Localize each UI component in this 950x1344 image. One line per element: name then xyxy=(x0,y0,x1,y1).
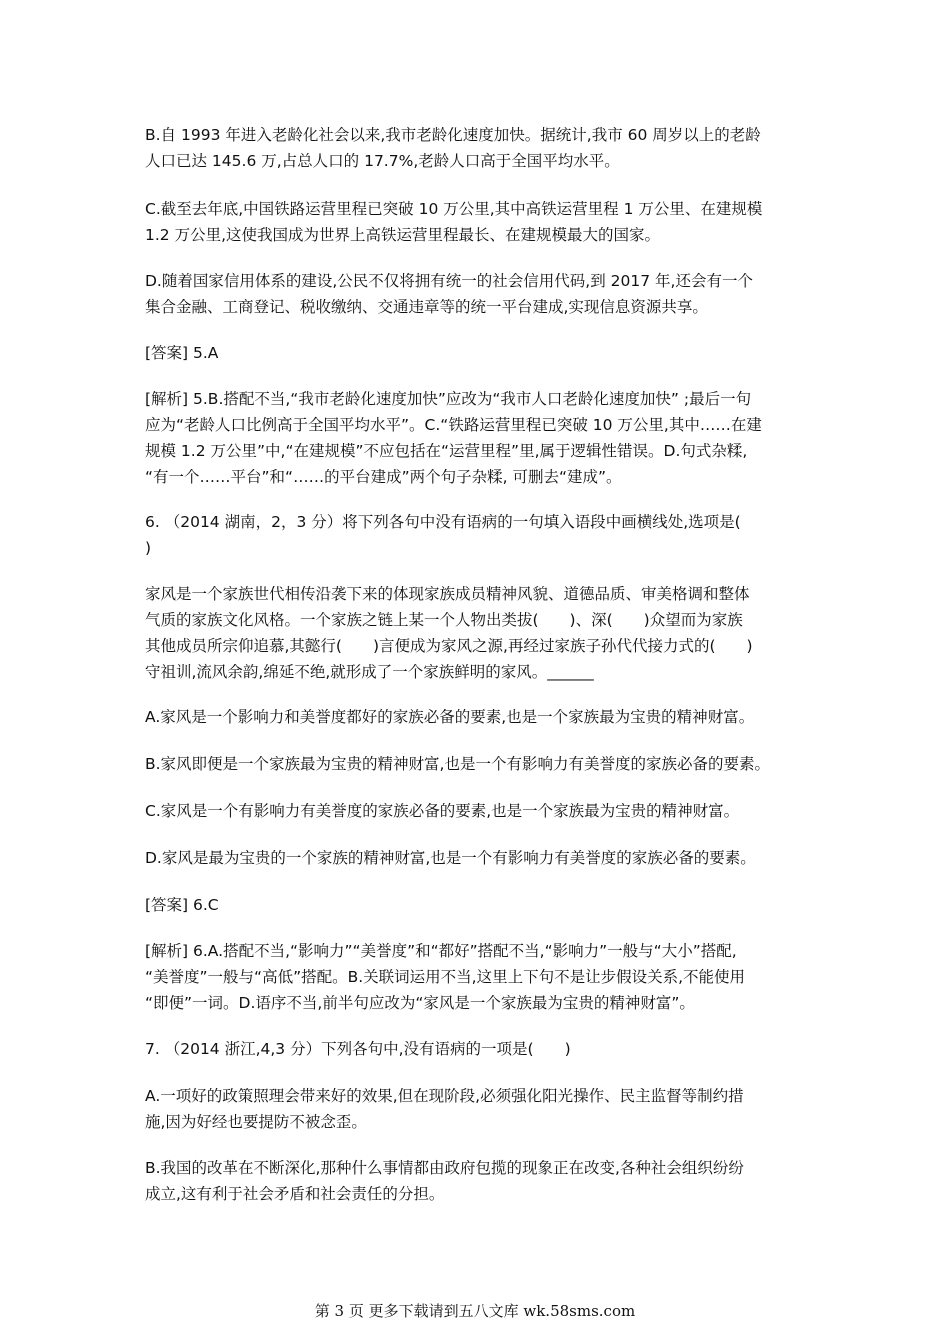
text-line: 6. （2014 湖南，2，3 分）将下列各句中没有语病的一句填入语段中画横线处,选项是( xyxy=(145,513,741,531)
text-line: D.随着国家信用体系的建设,公民不仅将拥有统一的社会信用代码,到 2017 年,还会有一个 xyxy=(145,272,753,290)
text-line: “美誉度”一般与“高低”搭配。B.关联词运用不当,这里上下句不是让步假设关系,不能使用 xyxy=(145,968,746,986)
q5-option-c xyxy=(145,196,825,248)
text-line: 人口已达 145.6 万,占总人口的 17.7%,老龄人口高于全国平均水平。 xyxy=(145,152,620,170)
page-footer: 第 3 页 更多下载请到五八文库 wk.58sms.com xyxy=(314,1302,636,1320)
text-line: [答案] 5.A xyxy=(145,344,219,362)
q6-analysis xyxy=(145,938,825,1016)
q5-option-b xyxy=(145,122,825,174)
text-line: A.一项好的政策照理会带来好的效果,但在现阶段,必须强化阳光操作、民主监督等制约措 xyxy=(145,1087,744,1105)
text-line: 7. （2014 浙江,4,3 分）下列各句中,没有语病的一项是( ) xyxy=(145,1040,571,1058)
text-line: A.家风是一个影响力和美誉度都好的家族必备的要素,也是一个家族最为宝贵的精神财富。 xyxy=(145,708,755,726)
text-line: 守祖训,流风余韵,绵延不绝,就形成了一个家族鲜明的家风。______ xyxy=(145,663,594,681)
q6-option-b xyxy=(145,751,825,777)
q6-stem xyxy=(145,509,825,561)
q6-option-c xyxy=(145,798,825,824)
text-line: 规模 1.2 万公里”中,“在建规模”不应包括在“运营里程”里,属于逻辑性错误。D.句式杂糅, xyxy=(145,442,748,460)
q5-answer xyxy=(145,340,825,366)
text-line: [解析] 6.A.搭配不当,“影响力”“美誉度”和“都好”搭配不当,“影响力”一般与“大小”搭配, xyxy=(145,942,737,960)
text-line: ) xyxy=(145,539,152,557)
text-line: 家风是一个家族世代相传沿袭下来的体现家族成员精神风貌、道德品质、审美格调和整体 xyxy=(145,585,750,603)
text-line: C.家风是一个有影响力有美誉度的家族必备的要素,也是一个家族最为宝贵的精神财富。 xyxy=(145,802,740,820)
q7-option-b xyxy=(145,1155,825,1207)
q7-option-a xyxy=(145,1083,825,1135)
text-line: [解析] 5.B.搭配不当,“我市老龄化速度加快”应改为“我市人口老龄化速度加快” ;最后一句 xyxy=(145,390,752,408)
text-line: B.家风即便是一个家族最为宝贵的精神财富,也是一个有影响力有美誉度的家族必备的要素。 xyxy=(145,755,770,773)
text-line: [答案] 6.C xyxy=(145,896,219,914)
q6-option-a xyxy=(145,704,825,730)
text-line: 施,因为好经也要提防不被念歪。 xyxy=(145,1113,367,1131)
q6-passage xyxy=(145,581,825,685)
q5-analysis xyxy=(145,386,825,490)
q5-option-d xyxy=(145,268,825,320)
text-line: B.我国的改革在不断深化,那种什么事情都由政府包揽的现象正在改变,各种社会组织纷纷 xyxy=(145,1159,744,1177)
q6-option-d xyxy=(145,845,825,871)
text-line: “有一个……平台”和“……的平台建成”两个句子杂糅, 可删去“建成”。 xyxy=(145,468,622,486)
q7-stem xyxy=(145,1036,825,1062)
text-line: 成立,这有利于社会矛盾和社会责任的分担。 xyxy=(145,1185,445,1203)
text-line: “即便”一词。D.语序不当,前半句应改为“家风是一个家族最为宝贵的精神财富”。 xyxy=(145,994,695,1012)
text-line: 气质的家族文化风格。一个家族之链上某一个人物出类拔( )、深( )众望而为家族 xyxy=(145,611,743,629)
q6-answer xyxy=(145,892,825,918)
text-line: D.家风是最为宝贵的一个家族的精神财富,也是一个有影响力有美誉度的家族必备的要素。 xyxy=(145,849,756,867)
text-line: 1.2 万公里,这使我国成为世界上高铁运营里程最长、在建规模最大的国家。 xyxy=(145,226,661,244)
text-line: 集合金融、工商登记、税收缴纳、交通违章等的统一平台建成,实现信息资源共享。 xyxy=(145,298,708,316)
text-line: B.自 1993 年进入老龄化社会以来,我市老龄化速度加快。据统计,我市 60 周岁以上的老龄 xyxy=(145,126,761,144)
text-line: 应为“老龄人口比例高于全国平均水平”。C.“铁路运营里程已突破 10 万公里,其中……在建 xyxy=(145,416,762,434)
text-line: C.截至去年底,中国铁路运营里程已突破 10 万公里,其中高铁运营里程 1 万公里、在建规模 xyxy=(145,200,763,218)
text-line: 其他成员所宗仰追慕,其懿行( )言便成为家风之源,再经过家族子孙代代接力式的( ) xyxy=(145,637,753,655)
